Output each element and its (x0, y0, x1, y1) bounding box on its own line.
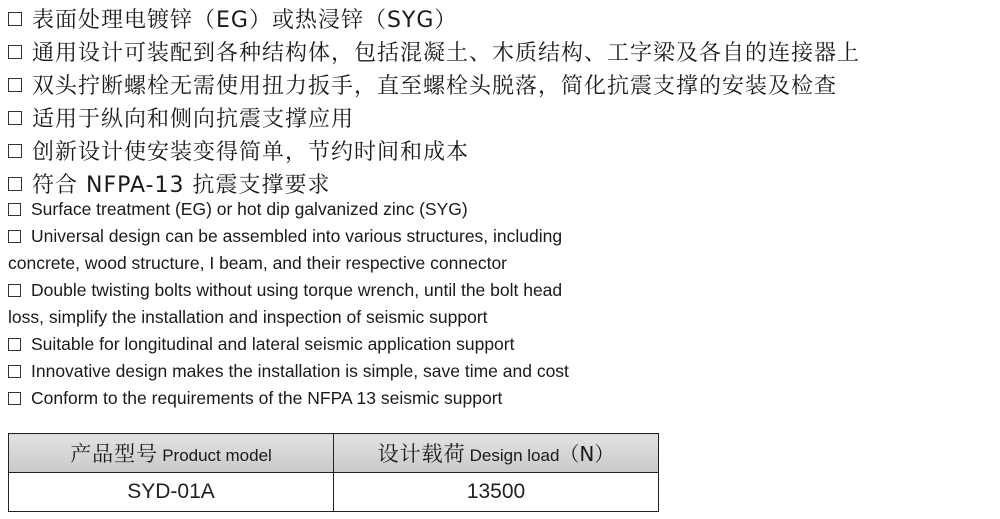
en-feature-text: Universal design can be assembled into various structures, including (31, 226, 563, 246)
checkbox-square-icon (8, 392, 21, 405)
chinese-feature-list (8, 2, 860, 200)
cn-feature-item (8, 35, 860, 68)
en-feature-text: Surface treatment (EG) or hot dip galvanized zinc (SYG) (31, 199, 468, 219)
en-feature-text: loss, simplify the installation and inspection of seismic support (8, 307, 488, 327)
checkbox-square-icon (8, 78, 22, 92)
checkbox-square-icon (8, 338, 21, 351)
cn-feature-text: 通用设计可装配到各种结构体，包括混凝土、木质结构、工字梁及各自的连接器上 (32, 41, 861, 66)
header-cn-label: 设计载荷 (377, 442, 466, 466)
checkbox-square-icon (8, 45, 22, 59)
cn-feature-item (8, 2, 860, 35)
checkbox-square-icon (8, 111, 22, 125)
en-feature-item (8, 277, 708, 304)
en-feature-text: Suitable for longitudinal and lateral seismic application support (31, 334, 515, 354)
en-feature-text: Double twisting bolts without using torque wrench, until the bolt head (31, 280, 563, 300)
cn-feature-text: 适用于纵向和侧向抗震支撑应用 (32, 107, 355, 132)
en-feature-text: concrete, wood structure, I beam, and their respective connector (8, 253, 508, 273)
en-feature-item (8, 196, 708, 223)
cn-feature-item (8, 101, 860, 134)
cn-feature-text: 创新设计使安装变得简单，节约时间和成本 (32, 140, 470, 165)
cn-feature-text: 双头拧断螺栓无需使用扭力扳手，直至螺栓头脱落，简化抗震支撑的安装及检查 (32, 74, 838, 99)
header-unit-label: （N） (559, 442, 615, 466)
table-header-row (9, 434, 659, 473)
checkbox-square-icon (8, 144, 22, 158)
checkbox-square-icon (8, 365, 21, 378)
en-feature-continuation (8, 304, 708, 331)
cn-feature-text: 符合 NFPA-13 抗震支撑要求 (32, 173, 331, 198)
en-feature-item (8, 223, 708, 250)
header-en-label: Product model (162, 446, 272, 465)
product-spec-table (8, 433, 659, 512)
checkbox-square-icon (8, 177, 22, 191)
cn-feature-text: 表面处理电镀锌（EG）或热浸锌（SYG） (32, 8, 458, 33)
cell-design-load: 13500 (334, 473, 659, 512)
en-feature-item (8, 358, 708, 385)
table-row (9, 473, 659, 512)
header-product-model (9, 434, 334, 473)
en-feature-text: Conform to the requirements of the NFPA 13 seismic support (31, 388, 503, 408)
en-feature-continuation (8, 250, 708, 277)
cn-feature-item (8, 134, 860, 167)
en-feature-item (8, 385, 708, 412)
cell-product-model: SYD-01A (9, 473, 334, 512)
checkbox-square-icon (8, 230, 21, 243)
header-cn-label: 产品型号 (70, 442, 159, 466)
en-feature-item (8, 331, 708, 358)
english-feature-list (8, 196, 708, 412)
header-en-label: Design load (469, 446, 560, 465)
cn-feature-item (8, 68, 860, 101)
header-design-load (334, 434, 659, 473)
checkbox-square-icon (8, 284, 21, 297)
en-feature-text: Innovative design makes the installation is simple, save time and cost (31, 361, 569, 381)
checkbox-square-icon (8, 12, 22, 26)
checkbox-square-icon (8, 203, 21, 216)
